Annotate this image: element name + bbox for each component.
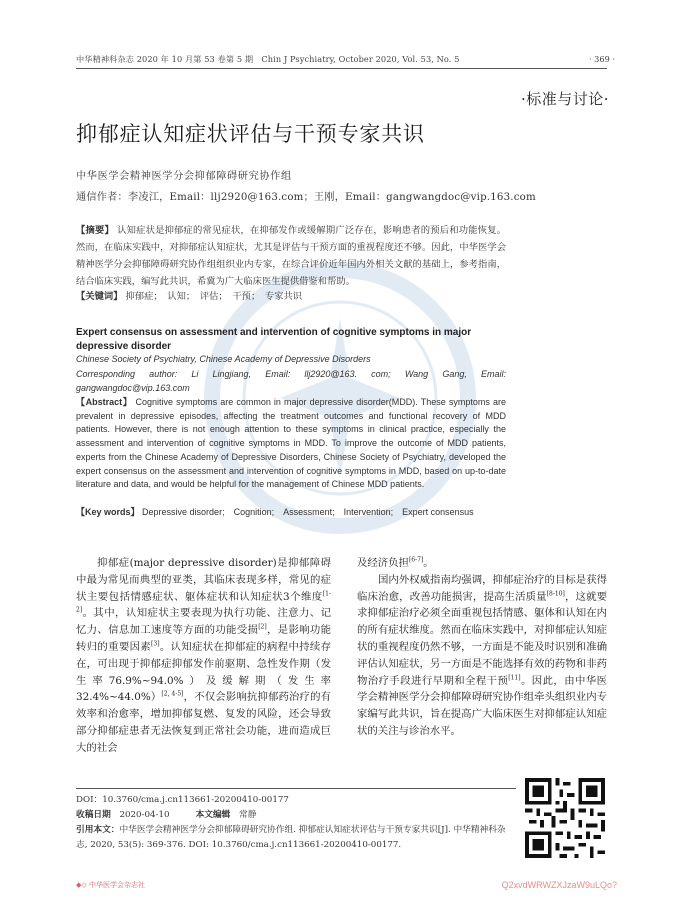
page-number: · 369 · — [588, 54, 615, 64]
section-label: ·标准与讨论· — [520, 90, 609, 108]
citation: [8-10] — [546, 590, 565, 598]
english-keywords-text: Depressive disorder; Cognition; Assessment; Intervention; Expert consensus — [142, 507, 474, 517]
received-date: 收稿日期 2020-04-10 本文编辑 常静 — [76, 810, 257, 820]
keywords-text: 抑郁症； 认知； 评估； 干预； 专家共识 — [125, 291, 303, 302]
body-paragraph-continued: 及经济负担[6-7]。 — [357, 556, 434, 569]
chinese-abstract — [76, 222, 506, 290]
abstract-label: 【摘要】 — [76, 225, 114, 236]
citation: [11] — [508, 674, 521, 682]
abstract-text: 认知症状是抑郁症的常见症状，在抑郁发作或缓解期广泛存在，影响患者的预后和功能恢复。然而，在临床实践中，对抑郁症认知症状，尤其是评估与干预方面的重视程度还不够。因此，中华医学会精神医学分会抑郁障碍研究协作组组织业内专家，在综合评价近年国内外相关文献的基础上，参考指南，结合临床实践，编写此共识，希冀为广大临床医生提供借鉴和帮助。 — [76, 225, 506, 287]
english-title: Expert consensus on assessment and intervention of cognitive symptoms in major depressive disorder — [76, 327, 472, 352]
english-keywords — [76, 506, 506, 520]
qr-code-icon — [525, 778, 605, 858]
citation: [2] — [258, 623, 267, 631]
citation: [6-7] — [408, 556, 424, 564]
running-header: 中华精神科杂志 2020 年 10 月第 53 卷第 5 期 Chin J Psychiatry, October 2020, Vol. 53, No. 5 — [76, 54, 460, 64]
watermark-code: Q2xvdWRWZXJzaW9uLQo? — [501, 880, 617, 890]
footer-rule — [76, 788, 516, 789]
body-paragraph: 抑郁症(major depressive disorder)是抑郁障碍中最为常见而典型的亚类，其临床表现多样，常见的症状主要包括情感症状、躯体症状和认知症状3个维度[1-2]。其中，认知症状主要表现为执行功能、注意力、记忆力、信息加工速度等方面的功能受损[2]，是影响功能转归的重要因素[3]。认知症状在抑郁症的病程中持续存在，可出现于抑郁症抑郁发作前驱期、急性发作期（发生率76.9%~94.0%）及缓解期（发生率32.4%~44.0%）[2, 4-5]，不仅会影响抗抑郁药治疗的有效率和治愈率，增加抑郁复燃、复发的风险，还会导致部分抑郁症患者无法恢复到正常社会功能，进而造成巨大的社会 — [76, 557, 332, 754]
citation: [1-2] — [76, 590, 331, 614]
article-title: 抑郁症认知症状评估与干预专家共识 — [76, 122, 425, 146]
body-column-right — [357, 555, 607, 740]
english-abstract-text: Cognitive symptoms are common in major depressive disorder(MDD). These symptoms are prevalent in depressive episodes, affecting the treatment outcomes and functional recovery of MDD patients. However, there is not enough attention to these symptoms in clinical practice, especially the assessment and intervention of cognitive symptoms in MDD. To improve the outcome of MDD patients, experts from the Chinese Academy of Depressive Disorders, Chinese Society of Psychiatry, developed the expert consensus on the assessment and intervention of cognitive symptoms in MDD, based on up-to-date literature and data, and would be helpful for the management of Chinese MDD patients. — [76, 397, 506, 490]
english-keywords-label: 【Key words】 — [76, 507, 140, 517]
citation: [3] — [151, 640, 160, 648]
english-abstract-label: 【Abstract】 — [76, 397, 133, 407]
body-column-left — [76, 555, 331, 757]
header-rule — [76, 68, 607, 69]
doi[interactable]: DOI：10.3760/cma.j.cn113661-20200410-00177 — [76, 795, 289, 805]
publisher-logo-icon: ◆◇ 中华医学会杂志社 — [76, 881, 145, 889]
author-org: 中华医学会精神医学分会抑郁障碍研究协作组 — [76, 171, 292, 182]
body-paragraph: 国内外权威指南均强调，抑郁症治疗的目标是获得临床治愈，改善功能损害，提高生活质量[8-10]，这就要求抑郁症治疗必须全面重视包括情感、躯体和认知在内的所有症状维度。然而在临床实践中，对抑郁症认知症状的重视程度仍然不够，一方面是不能及时识别和准确评估认知症状，另一方面是不能选择有效的药物和非药物治疗手段进行早期和全程干预[11]。因此，由中华医学会精神医学分会抑郁障碍研究协作组牵头组织业内专家编写此共识，旨在提高广大临床医生对抑郁症认知症状的关注与诊治水平。 — [357, 573, 608, 737]
corresponding-author: 通信作者：李凌江，Email：llj2920@163.com；王刚，Email：gangwangdoc@vip.163.com — [76, 192, 536, 203]
keywords-label: 【关键词】 — [76, 291, 123, 302]
chinese-keywords — [76, 288, 302, 302]
citation: [2, 4-5] — [161, 690, 184, 698]
citation-note: 引用本文：中华医学会精神医学分会抑郁障碍研究协作组. 抑郁症认知症状评估与干预专家共识[J]. 中华精神科杂志, 2020, 53(5): 369-376. DOI: 10.3760/cma.j.cn113661-20200410-00177. — [76, 825, 506, 850]
english-corresponding-author: Corresponding author: Li Lingjiang, Email: llj2920@163. com; Wang Gang, Email: gangwangdoc@vip.163.com — [76, 369, 506, 393]
english-org: Chinese Society of Psychiatry, Chinese Academy of Depressive Disorders — [76, 354, 371, 364]
english-abstract — [76, 396, 506, 492]
